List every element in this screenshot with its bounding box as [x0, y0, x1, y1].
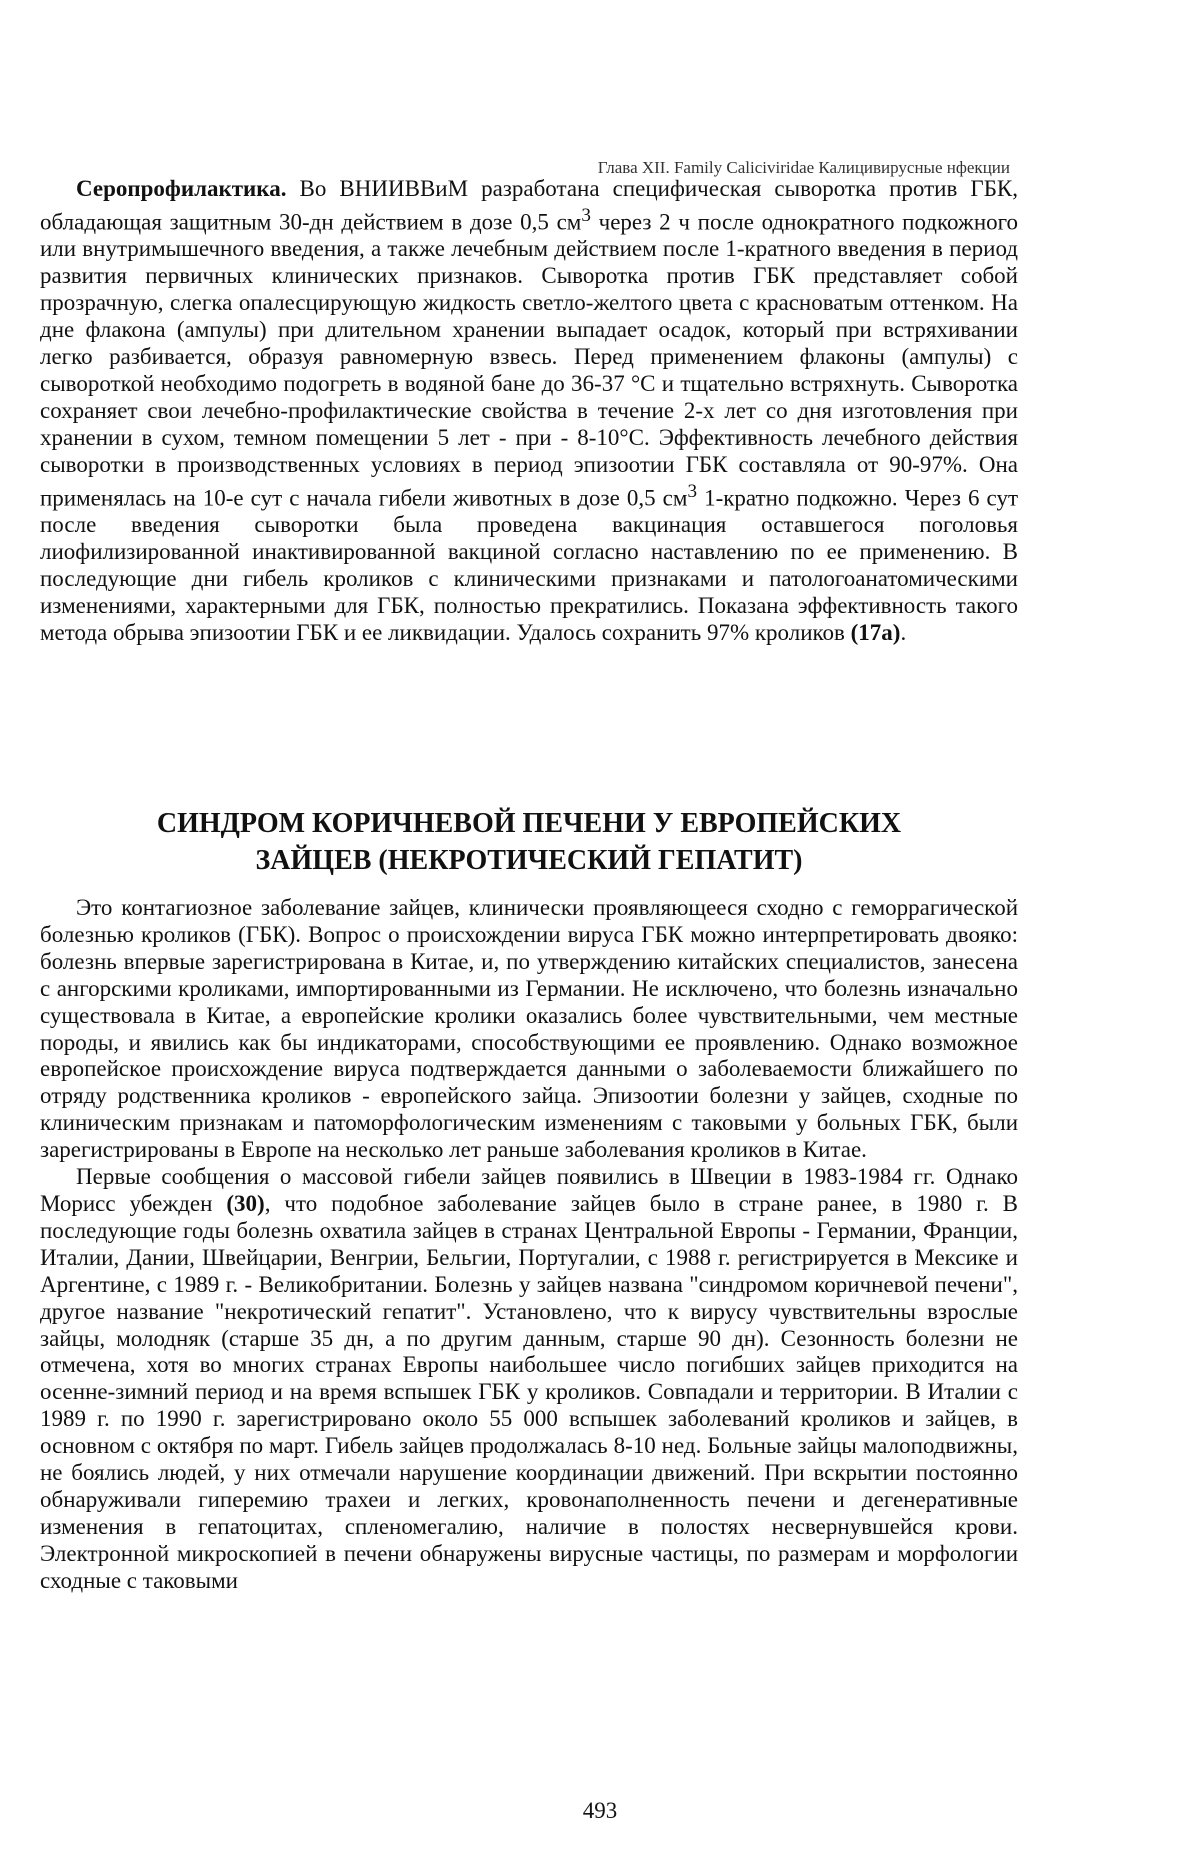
reference-citation: (30): [226, 1190, 265, 1216]
section-title-line-2: ЗАЙЦЕВ (НЕКРОТИЧЕСКИЙ ГЕПАТИТ): [255, 845, 803, 876]
paragraph-introduction: Это контагиозное заболевание зайцев, клинически проявляющееся сходно с геморрагической болезнью кроликов (ГБК). Вопрос о происхождении вируса ГБК можно интерпретировать двояко: болезнь впервые зарегистрирована в Китае, и, по утверждению китайских специалистов, занесена с ангорскими кроликами, импортированными из Германии. Не исключено, что болезнь изначально существовала в Китае, а европейские кролики оказались более чувствительными, чем местные породы, и явились как бы индикаторами, способствующими ее проявлению. Однако возможное европейское происхождение вируса подтверждается данными о заболеваемости ближайшего по отряду родственника кроликов - европейского зайца. Эпизоотии болезни у зайцев, сходные по клиническим признакам и патоморфологическим изменениям с таковыми у больных ГБК, были зарегистрированы в Европе на несколько лет раньше заболевания кроликов в Китае.: [40, 895, 1018, 1163]
paragraph-text: через 2 ч после однократного подкожного или внутримышечного введения, а также лечебным действием после 1-кратного введения в период развития первичных клинических признаков. Сыворотка против ГБК представляет собой прозрачную, слегка опалесцирующую жидкость светло-желтого цвета с красноватым оттенком. На дне флакона (ампулы) при длительном хранении выпадает осадок, который при встряхивании легко разбивается, образуя равномерную взвесь. Перед применением флаконы (ампулы) с сывороткой необходимо подогреть в водяной бане до 36-37 °С и тщательно встряхнуть. Сыворотка сохраняет свои лечебно-профилактические свойства в течение 2-х лет со дня изготовления при хранении в сухом, темном помещении 5 лет - при - 8-10°С. Эффективность лечебного действия сыворотки в производственных условиях в период эпизоотии ГБК составляла от 90-97%. Она применялась на 10-е сут с начала гибели животных в дозе 0,5 см: [40, 209, 1018, 511]
paragraph-history: [40, 1164, 1018, 1595]
running-header: Глава XII. Family Caliciviridae Калицивирусные нфекции: [597, 158, 1010, 177]
superscript: 3: [687, 480, 698, 502]
serum-prophylaxis-section: [40, 176, 1018, 647]
reference-citation: (17а): [850, 619, 901, 645]
paragraph-serum-prophylaxis: [40, 176, 1018, 647]
paragraph-text: Во ВНИИВВиМ разработана специфическая сыворотка против ГБК, обладающая защитным 30-дн действием в дозе 0,5 см: [40, 176, 1018, 235]
paragraph-lead-in: Серопрофилактика.: [76, 176, 287, 201]
brown-liver-syndrome-section: [40, 895, 1018, 1595]
section-title-line-1: СИНДРОМ КОРИЧНЕВОЙ ПЕЧЕНИ У ЕВРОПЕЙСКИХ: [156, 808, 902, 839]
superscript: 3: [581, 204, 591, 226]
section-title: [40, 805, 1018, 879]
paragraph-text: , что подобное заболевание зайцев было в стране ранее, в 1980 г. В последующие годы болезнь охватила зайцев в странах Центральной Европы - Германии, Франции, Италии, Дании, Швейцарии, Венгрии, Бельгии, Португалии, с 1988 г. регистрируется в Мексике и Аргентине, с 1989 г. - Великобритании. Болезнь у зайцев названа "синдромом коричневой печени", другое название "некротический гепатит". Установлено, что к вирусу чувствительны взрослые зайцы, молодняк (старше 35 дн, а по другим данным, старше 90 дн). Сезонность болезни не отмечена, хотя во многих странах Европы наибольшее число погибших зайцев приходится на осенне-зимний период и на время вспышек ГБК у кроликов. Совпадали и территории. В Италии с 1989 г. по 1990 г. зарегистрировано около 55 000 вспышек заболеваний кроликов и зайцев, в основном с октября по март. Гибель зайцев продолжалась 8-10 нед. Больные зайцы малоподвижны, не боялись людей, у них отмечали нарушение координации движений. При вскрытии постоянно обнаруживали гиперемию трахеи и легких, кровонаполненность печени и дегенеративные изменения в гепатоцитах, спленомегалию, наличие в полостях несвернувшейся крови. Электронной микроскопией в печени обнаружены вирусные частицы, по размерам и морфологии сходные с таковыми: [40, 1190, 1018, 1593]
paragraph-text: .: [900, 619, 907, 645]
paragraph-text: Первые сообщения о массовой гибели зайцев появились в Швеции в 1983-1984 гг. Однако Морисс убежден: [40, 1164, 1018, 1216]
paragraph-text: 1-кратно подкожно. Через 6 сут после введения сыворотки была проведена вакцинация оставшегося поголовья лиофилизированной инактивированной вакциной согласно наставлению по ее применению. В последующие дни гибель кроликов с клиническими признаками и патологоанатомическими изменениями, характерными для ГБК, полностью прекратились. Показана эффективность такого метода обрыва эпизоотии ГБК и ее ликвидации. Удалось сохранить 97% кроликов: [40, 485, 1018, 645]
page-number: 493: [582, 1798, 618, 1823]
